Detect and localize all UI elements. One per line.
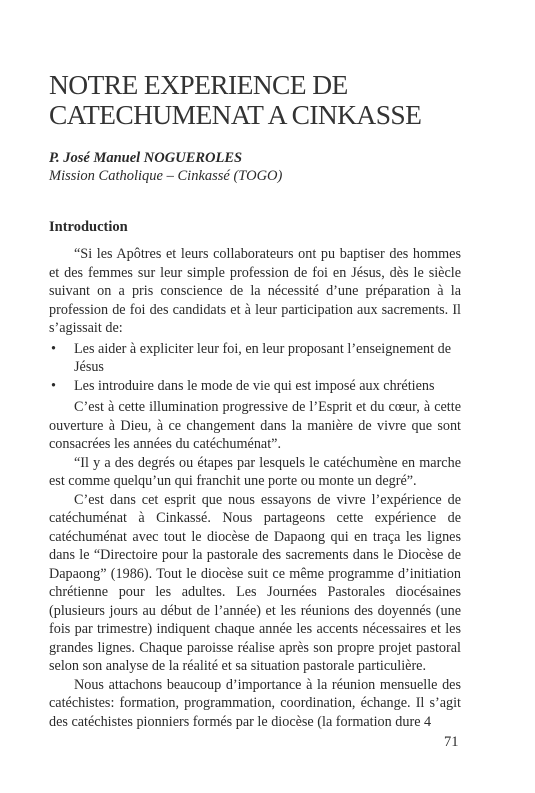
bullet-marker: • [51,377,56,394]
section-heading: Introduction [49,219,128,235]
title-line-1: NOTRE EXPERIENCE DE [49,69,348,100]
bullet-text: Les introduire dans le mode de vie qui est imposé aux chrétiens [74,377,435,394]
paragraph-2: C’est à cette illumination progressive de l’Esprit et du cœur, à cette ouverture à Dieu, à ce changement dans la manière de vivre que sont consacrées les années du catéchuménat”. [49,399,461,452]
article-body [49,245,461,731]
paragraph-3: “Il y a des degrés ou étapes par lesquels le catéchumène en marche est comme quelqu’un qui franchit une porte ou monte un degré”. [49,454,461,489]
bullet-item [49,377,461,396]
page-number: 71 [444,734,459,750]
intro-paragraph: “Si les Apôtres et leurs collaborateurs ont pu baptiser des hommes et des femmes sur leur simple profession de foi en Jésus, dès le siècle suivant on a pris conscience de la nécessité d’une préparation à la profession de foi des candidats et à leur participation aux sacrements. Il s’agissait de: [49,246,461,336]
paragraph-4: C’est dans cet esprit que nous essayons de vivre l’expérience de catéchuménat à Cinkassé. Nous partageons cette expérience de catéchuménat avec tout le diocèse de Dapaong qui en traça les lignes dans le “Directoire pour la pastorale des sacrements dans le Diocèse de Dapaong” (1986). Tout le diocèse suit ce même programme d’initiation chrétienne pour les adultes. Les Journées Pastorales diocésaines (plusieurs jours au début de l’année) et les réunions des doyennés (une fois par trimestre) indiquent chaque année les accents nécessaires et les grandes lignes. Chaque paroisse réalise après son propre projet pastoral selon son analyse de la réalité et sa situation pastorale particulière. [49,491,461,674]
bullet-marker: • [51,340,56,357]
bullet-text: Les aider à expliciter leur foi, en leur proposant l’enseignement de Jésus [74,340,452,375]
paragraph-5: Nous attachons beaucoup d’importance à la réunion mensuelle des catéchistes: formation, programmation, coordination, échange. Il s’agit des catéchistes pionniers formés par le diocèse (la formation dure 4 [49,676,461,730]
article-title [49,70,489,130]
bullet-list [49,340,461,396]
title-line-2: CATECHUMENAT A CINKASSE [49,99,422,130]
bullet-item [49,340,461,377]
author-affiliation: Mission Catholique – Cinkassé (TOGO) [49,168,283,184]
author-name: P. José Manuel NOGUEROLES [49,150,243,166]
